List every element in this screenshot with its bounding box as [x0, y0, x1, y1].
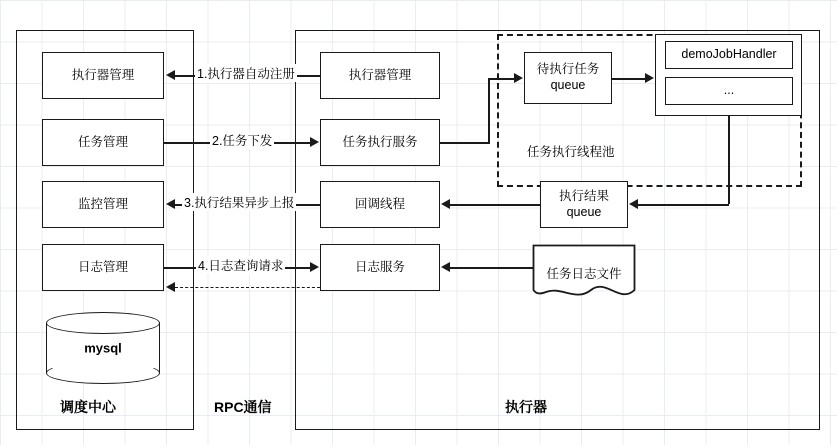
scheduler-monitor-manage-box[interactable]: 监控管理: [42, 181, 164, 228]
thread-pool-label: 任务执行线程池: [527, 145, 615, 159]
exec-to-queue-v: [488, 78, 490, 143]
executor-label: 执行器: [505, 399, 547, 415]
task-log-file-shape: [532, 244, 636, 302]
executor-manage-box[interactable]: 执行器管理: [320, 52, 440, 99]
log-service-box[interactable]: 日志服务: [320, 244, 440, 291]
rpc-communication-label: RPC通信: [214, 399, 272, 415]
scheduler-log-manage-box[interactable]: 日志管理: [42, 244, 164, 291]
pending-task-queue-line2: queue: [550, 78, 586, 92]
cylinder-bottom: [46, 362, 160, 384]
handler-to-result-arrowhead: [629, 199, 638, 209]
flow4-label: 4.日志查询请求: [196, 256, 285, 274]
pending-task-queue-box[interactable]: [524, 52, 612, 104]
exec-to-queue-h1: [440, 142, 490, 144]
queue-to-handler-line: [612, 78, 646, 80]
logfile-to-logservice-line: [449, 267, 533, 269]
flow4-arrowhead: [310, 262, 319, 272]
handler-to-result-v: [728, 116, 730, 204]
scheduler-executor-manage-box[interactable]: 执行器管理: [42, 52, 164, 99]
pending-task-queue-line1: 待执行任务: [536, 62, 600, 77]
demo-job-handler-box[interactable]: demoJobHandler: [665, 41, 793, 69]
flow1-arrowhead: [166, 70, 175, 80]
exec-result-queue-line2: queue: [566, 204, 602, 219]
handler-to-result-h: [637, 204, 729, 206]
task-exec-service-box[interactable]: 任务执行服务: [320, 119, 440, 166]
mysql-label: mysql: [84, 340, 122, 356]
exec-result-queue-box[interactable]: [540, 181, 628, 228]
queue-to-handler-arrowhead: [645, 73, 654, 83]
flow3-arrowhead: [166, 199, 175, 209]
scheduler-center-label: 调度中心: [60, 399, 116, 415]
flow2-arrowhead: [310, 137, 319, 147]
flow3-label: 3.执行结果异步上报: [182, 193, 296, 211]
scheduler-task-manage-box[interactable]: 任务管理: [42, 119, 164, 166]
exec-to-queue-arrowhead: [514, 73, 523, 83]
task-log-file-label: 任务日志文件: [546, 267, 622, 281]
result-to-callback-arrowhead: [441, 199, 450, 209]
exec-result-queue-line1: 执行结果: [558, 188, 609, 203]
exec-to-queue-h2: [488, 78, 515, 80]
callback-thread-box[interactable]: 回调线程: [320, 181, 440, 228]
flow4-response-arrowhead: [166, 282, 175, 292]
cylinder-top: [46, 312, 160, 334]
mysql-database-shape: [46, 312, 160, 384]
result-to-callback-line: [449, 204, 541, 206]
handler-ellipsis-box[interactable]: ...: [665, 77, 793, 105]
flow4-response-dashed-line: [175, 287, 320, 288]
flow1-label: 1.执行器自动注册: [195, 64, 297, 82]
logfile-to-logservice-arrowhead: [441, 262, 450, 272]
flow2-label: 2.任务下发: [210, 131, 274, 149]
